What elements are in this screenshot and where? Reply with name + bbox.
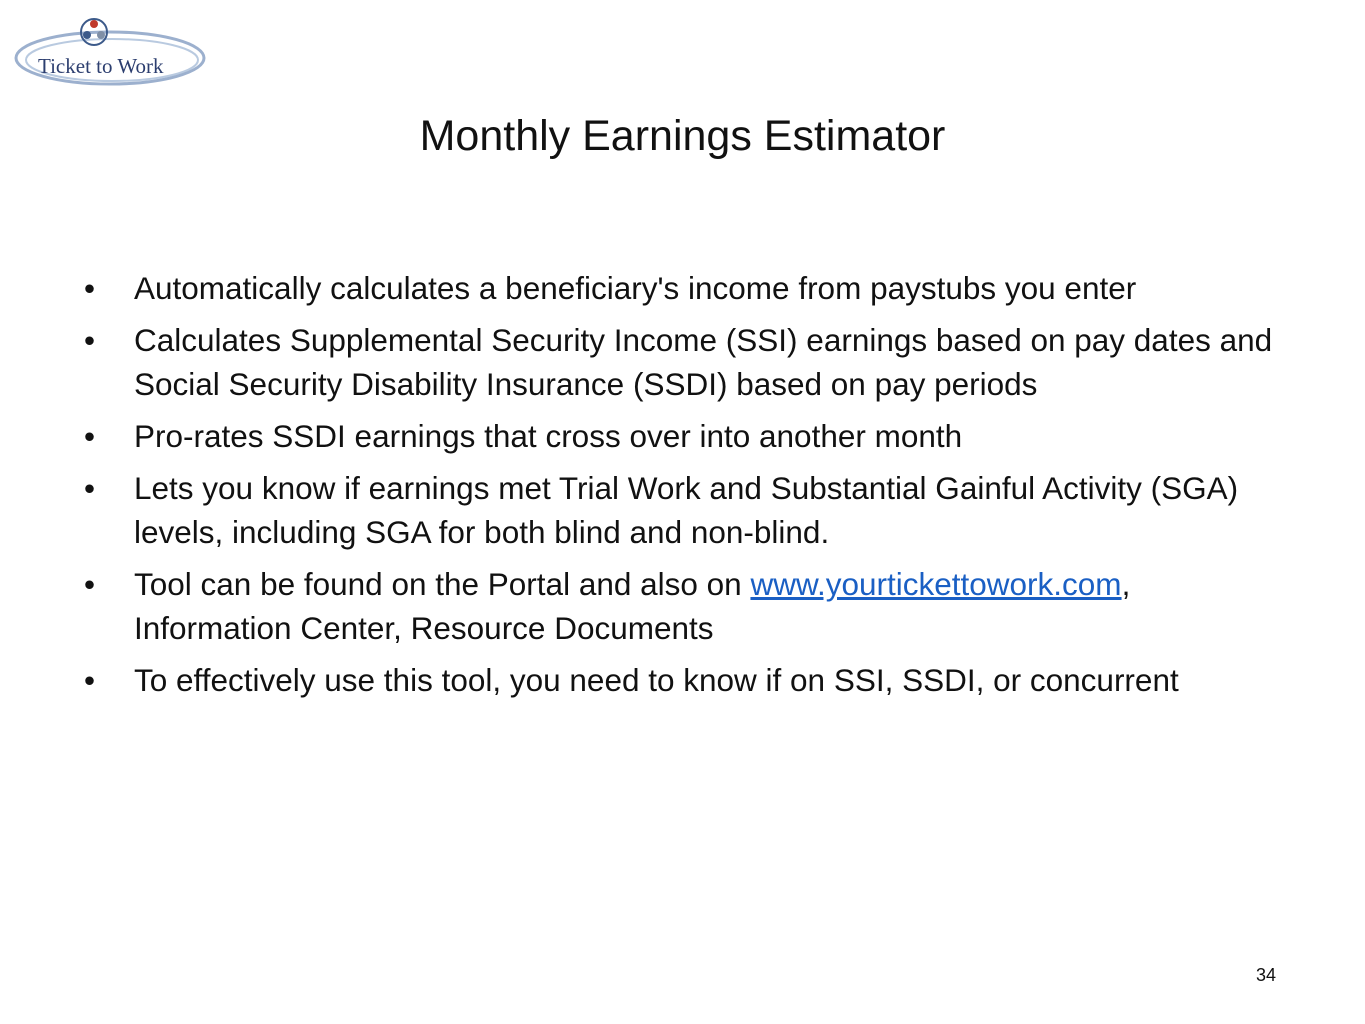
bullet-item [82, 318, 1292, 406]
bullet-text: Calculates Supplemental Security Income (SSI) earnings based on pay dates and Social Security Disability Insurance (SSDI) based on pay periods [134, 322, 1273, 402]
bullet-item [82, 266, 1292, 310]
yourtickettowork-link[interactable]: www.yourtickettowork.com [750, 566, 1122, 602]
bullet-item [82, 562, 1292, 650]
bullet-item [82, 414, 1292, 458]
bullet-dot-icon: • [84, 470, 96, 506]
bullet-item [82, 466, 1292, 554]
bullet-text: To effectively use this tool, you need to know if on SSI, SSDI, or concurrent [134, 662, 1179, 698]
ticket-to-work-logo [14, 10, 219, 90]
bullet-text: Pro-rates SSDI earnings that cross over into another month [134, 418, 963, 454]
bullet-item [82, 658, 1292, 702]
bullet-text: Automatically calculates a beneficiary's income from paystubs you enter [134, 270, 1137, 306]
bullet-dot-icon: • [84, 418, 96, 454]
bullet-list [82, 266, 1292, 710]
slide-title: Monthly Earnings Estimator [419, 112, 946, 160]
page-number: 34 [1256, 965, 1277, 985]
bullet-text: Lets you know if earnings met Trial Work and Substantial Gainful Activity (SGA) levels, including SGA for both blind and non-blind. [134, 470, 1239, 550]
bullet-text-before-link: Tool can be found on the Portal and also on [134, 566, 751, 602]
bullet-dot-icon: • [84, 322, 96, 358]
bullet-text-after-link: , Information Center, Resource Documents [134, 566, 1131, 646]
bullet-dot-icon: • [84, 662, 96, 698]
bullet-dot-icon: • [84, 566, 96, 602]
logo-text: Ticket to Work [38, 54, 164, 78]
bullet-dot-icon: • [84, 270, 96, 306]
